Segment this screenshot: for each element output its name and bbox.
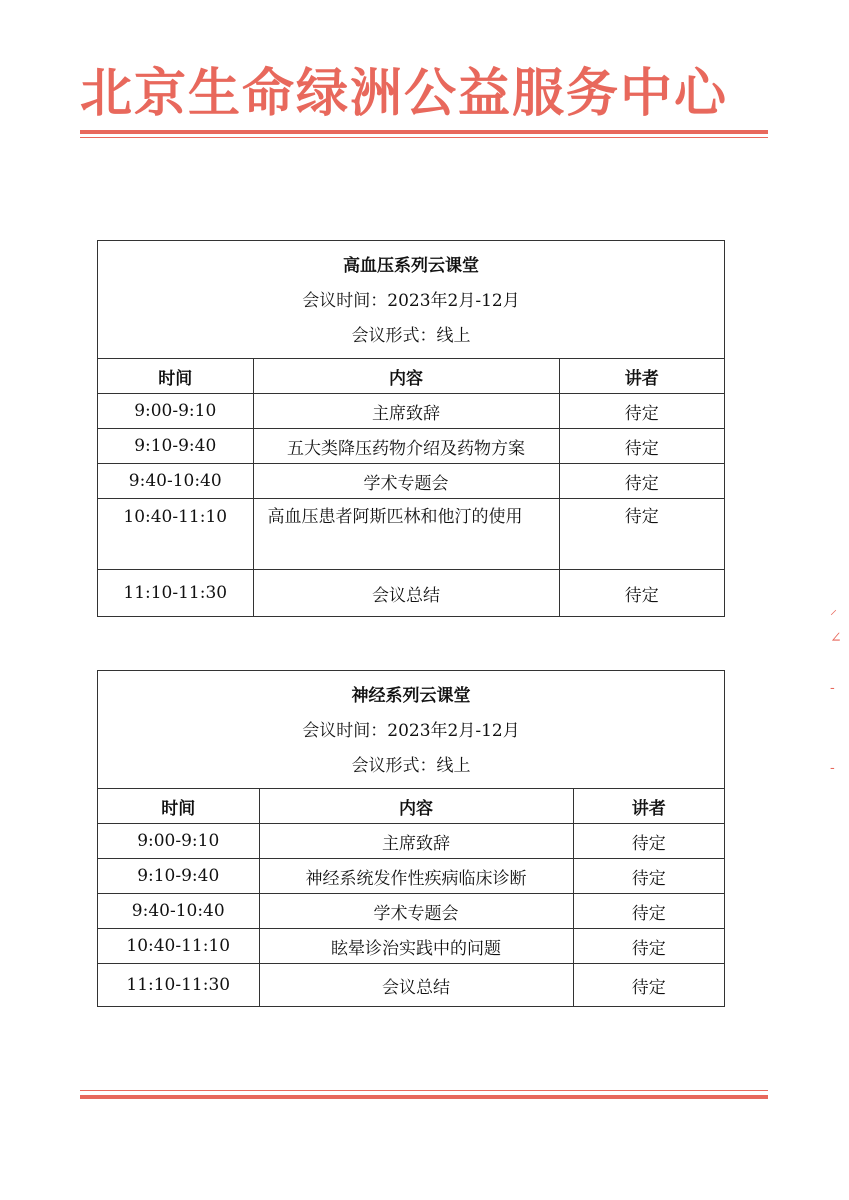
row-time: 9:00-9:10 [98, 824, 259, 859]
session-title: 神经系列云课堂 [351, 686, 471, 706]
row-content: 会议总结 [253, 570, 559, 617]
table-header-row [98, 789, 724, 824]
column-header-content: 内容 [259, 789, 573, 824]
row-time: 11:10-11:30 [98, 964, 259, 1007]
session-time: 会议时间：2023年2月-12月 [302, 721, 520, 741]
table-row [98, 894, 724, 929]
row-time: 9:10-9:40 [98, 859, 259, 894]
letterhead-rule-top [80, 130, 768, 134]
row-time: 10:40-11:10 [98, 929, 259, 964]
column-header-speaker: 讲者 [573, 789, 724, 824]
row-speaker: 待定 [573, 929, 724, 964]
session-format: 会议形式：线上 [351, 326, 471, 346]
row-content: 学术专题会 [259, 894, 573, 929]
session-time: 会议时间：2023年2月-12月 [302, 291, 520, 311]
table-row [98, 824, 724, 859]
row-speaker: 待定 [573, 859, 724, 894]
table-row [98, 964, 724, 1007]
row-speaker: 待定 [573, 824, 724, 859]
row-speaker: 待定 [559, 394, 724, 429]
seal-fragment: - [830, 680, 835, 696]
session-header [98, 671, 724, 789]
row-speaker: 待定 [631, 977, 666, 998]
table-row [98, 499, 724, 570]
seal-fragment: - [830, 760, 835, 776]
table-header-row [98, 359, 724, 394]
table-row [98, 929, 724, 964]
row-content: 学术专题会 [253, 464, 559, 499]
session-title: 高血压系列云课堂 [343, 256, 479, 276]
footer-rule-thick [80, 1095, 768, 1099]
seal-fragment: ∠ [830, 630, 842, 646]
column-header-time: 时间 [98, 789, 259, 824]
row-content: 五大类降压药物介绍及药物方案 [253, 429, 559, 464]
row-content: 眩晕诊治实践中的问题 [259, 929, 573, 964]
row-speaker: 待定 [624, 585, 659, 606]
session-table-neurology [97, 670, 725, 1007]
row-time: 9:40-10:40 [98, 894, 259, 929]
agenda-table [98, 789, 724, 1006]
letterhead-rule-top-thin [80, 137, 768, 138]
row-content: 神经系统发作性疾病临床诊断 [259, 859, 573, 894]
footer-rule-thin [80, 1090, 768, 1091]
column-header-speaker: 讲者 [559, 359, 724, 394]
table-row [98, 570, 724, 617]
row-speaker: 待定 [573, 894, 724, 929]
row-time: 9:00-9:10 [98, 394, 253, 429]
row-content: 主席致辞 [253, 394, 559, 429]
table-row [98, 394, 724, 429]
row-time: 11:10-11:30 [98, 570, 253, 617]
row-time: 9:10-9:40 [98, 429, 253, 464]
row-time: 9:40-10:40 [98, 464, 253, 499]
row-content: 高血压患者阿斯匹林和他汀的使用 [253, 499, 559, 570]
session-format: 会议形式：线上 [351, 756, 471, 776]
row-content: 主席致辞 [259, 824, 573, 859]
agenda-table [98, 359, 724, 616]
row-speaker: 待定 [559, 499, 724, 570]
table-row [98, 859, 724, 894]
session-table-hypertension [97, 240, 725, 617]
row-content: 会议总结 [259, 964, 573, 1007]
table-row [98, 429, 724, 464]
row-speaker: 待定 [559, 429, 724, 464]
table-row [98, 464, 724, 499]
row-time: 10:40-11:10 [98, 499, 253, 570]
letterhead-org-name: 北京生命绿洲公益服务中心 [80, 64, 729, 124]
session-header [98, 241, 724, 359]
column-header-content: 内容 [253, 359, 559, 394]
seal-fragment: ⸝ [830, 602, 837, 618]
column-header-time: 时间 [98, 359, 253, 394]
row-speaker: 待定 [559, 464, 724, 499]
